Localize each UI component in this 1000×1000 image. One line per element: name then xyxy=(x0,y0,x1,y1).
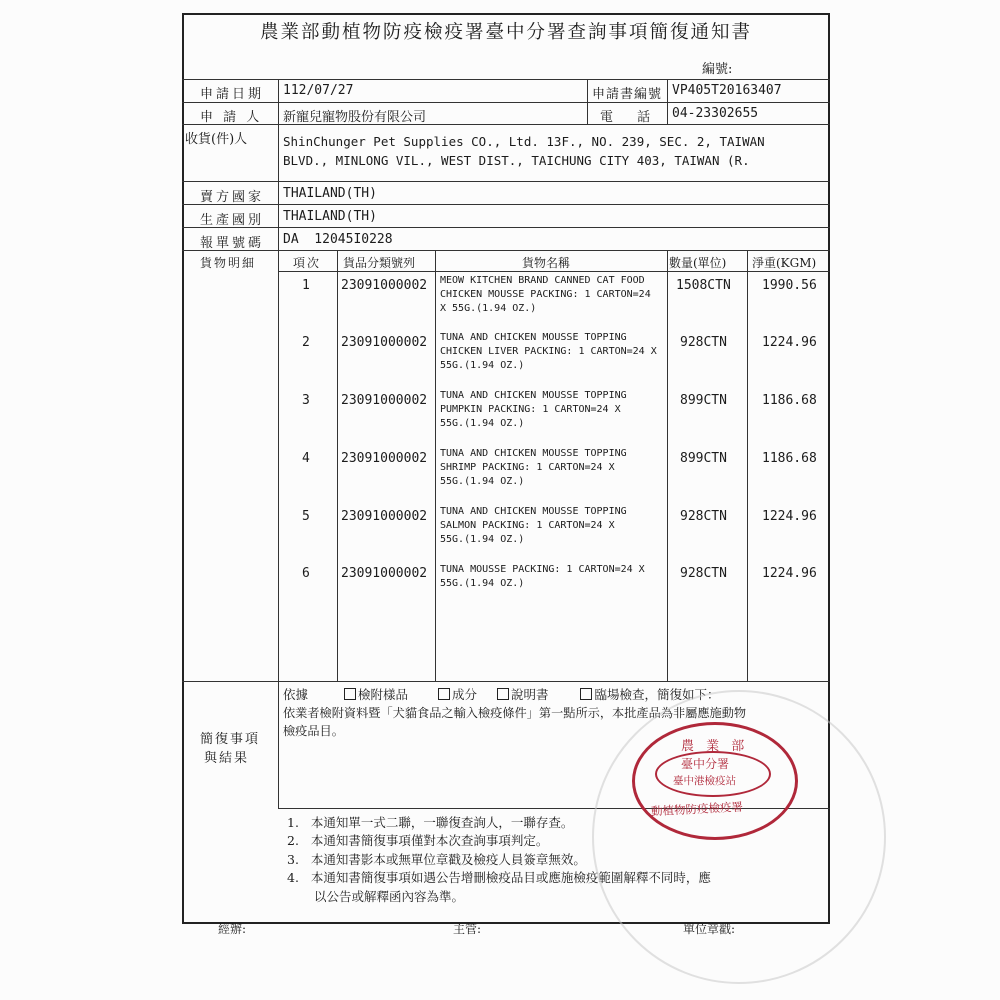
row-weight: 1186.68 xyxy=(762,451,817,466)
serial-label: 編號: xyxy=(702,62,733,77)
origin-label: 生產國別 xyxy=(200,213,265,228)
row-code: 23091000002 xyxy=(341,278,428,293)
row-no: 2 xyxy=(302,335,310,350)
row-name-line-3: 55G.(1.94 OZ.) xyxy=(440,476,525,487)
consignee-line-1: ShinChunger Pet Supplies CO., Ltd. 13F., NO. 239, SEC. 2, TAIWAN xyxy=(283,134,765,149)
divider xyxy=(182,681,830,682)
divider xyxy=(337,250,338,681)
col-header-no: 項次 xyxy=(293,256,322,270)
col-header-qty: 數量(單位) xyxy=(669,256,727,270)
row-no: 4 xyxy=(302,451,310,466)
row-name-line-1: MEOW KITCHEN BRAND CANNED CAT FOOD xyxy=(440,275,645,286)
row-name-line-3: 55G.(1.94 OZ.) xyxy=(440,534,525,545)
application-no-value: VP405T20163407 xyxy=(672,83,782,98)
divider xyxy=(587,79,588,124)
row-name-line-3: 55G.(1.94 OZ.) xyxy=(440,360,525,371)
row-qty: 1508CTN xyxy=(676,278,731,293)
note-text: 本通知書影本或無單位章戳及檢疫人員簽章無效。 xyxy=(310,852,586,867)
stamp-mid-text-2: 臺中港檢疫站 xyxy=(673,775,736,787)
row-code: 23091000002 xyxy=(341,566,428,581)
row-code: 23091000002 xyxy=(341,335,428,350)
declaration-value: DA 12045I0228 xyxy=(283,232,393,247)
divider xyxy=(182,124,830,125)
row-weight: 1990.56 xyxy=(762,278,817,293)
title-area xyxy=(182,13,830,53)
divider xyxy=(278,79,279,808)
reply-label-line-1: 簡復事項 xyxy=(200,732,261,747)
row-name-line-2: 55G.(1.94 OZ.) xyxy=(440,578,525,589)
row-qty: 899CTN xyxy=(680,393,727,408)
divider xyxy=(182,227,830,228)
row-no: 6 xyxy=(302,566,310,581)
row-qty: 928CTN xyxy=(680,335,727,350)
official-stamp xyxy=(632,722,798,840)
reply-label-line-2: 與結果 xyxy=(204,751,250,766)
row-no: 5 xyxy=(302,509,310,524)
apply-date-value: 112/07/27 xyxy=(283,83,354,98)
row-name-line-3: X 55G.(1.94 OZ.) xyxy=(440,303,537,314)
row-weight: 1224.96 xyxy=(762,335,817,350)
row-name-line-3: 55G.(1.94 OZ.) xyxy=(440,418,525,429)
stamp-mid-text-1: 臺中分署 xyxy=(681,757,730,771)
col-header-code: 貨品分類號列 xyxy=(343,256,416,270)
phone-value: 04-23302655 xyxy=(672,106,759,121)
checkbox-samples-label: 檢附樣品 xyxy=(357,687,408,702)
stamp-top-text: 農 業 部 xyxy=(681,739,749,754)
divider xyxy=(435,250,436,681)
application-no-label: 申請書編號 xyxy=(592,87,663,102)
reply-text-line-1: 依業者檢附資料暨「犬貓食品之輸入檢疫條件」第一點所示，本批產品為非屬應施動物 xyxy=(283,706,747,720)
row-name-line-2: SHRIMP PACKING: 1 CARTON=24 X xyxy=(440,462,615,473)
stamp-bottom-text: 動植物防疫檢疫署 xyxy=(650,799,744,819)
row-weight: 1186.68 xyxy=(762,393,817,408)
basis-label: 依據 xyxy=(283,687,309,702)
note-number: 3. xyxy=(287,852,299,867)
divider xyxy=(667,79,668,124)
row-weight: 1224.96 xyxy=(762,566,817,581)
consignee-line-2: BLVD., MINLONG VIL., WEST DIST., TAICHUNG CITY 403, TAIWAN (R. xyxy=(283,153,750,168)
reply-tail: ，簡復如下： xyxy=(644,687,720,702)
note-text: 本通知書簡復事項如遇公告增刪檢疫品目或應施檢疫範圍解釋不同時，應 xyxy=(310,870,711,885)
row-name-line-1: TUNA AND CHICKEN MOUSSE TOPPING xyxy=(440,506,627,517)
row-no: 3 xyxy=(302,393,310,408)
row-name-line-2: CHICKEN MOUSSE PACKING: 1 CARTON=24 xyxy=(440,289,651,300)
reply-text-line-2: 檢疫品目。 xyxy=(283,724,344,738)
page-title: 農業部動植物防疫檢疫署臺中分署查詢事項簡復通知書 xyxy=(259,22,752,43)
divider xyxy=(182,204,830,205)
apply-date-label: 申請日期 xyxy=(200,87,265,102)
origin-value: THAILAND(TH) xyxy=(283,209,377,224)
seller-country-label: 賣方國家 xyxy=(200,190,265,205)
applicant-value: 新寵兒寵物股份有限公司 xyxy=(283,110,427,125)
row-no: 1 xyxy=(302,278,310,293)
divider xyxy=(667,250,668,681)
row-name-line-1: TUNA AND CHICKEN MOUSSE TOPPING xyxy=(440,448,627,459)
note-text: 本通知單一式二聯，一聯復查詢人，一聯存查。 xyxy=(310,815,574,830)
note-text: 本通知書簡復事項僅對本次查詢事項判定。 xyxy=(310,833,549,848)
list-item xyxy=(287,831,548,849)
row-code: 23091000002 xyxy=(341,509,428,524)
divider xyxy=(182,79,830,80)
row-code: 23091000002 xyxy=(341,393,428,408)
col-header-weight: 淨重(KGM) xyxy=(752,256,817,270)
row-name-line-2: PUMPKIN PACKING: 1 CARTON=24 X xyxy=(440,404,621,415)
phone-label: 電 話 xyxy=(600,110,661,125)
checkbox-onsite-inspection-label: 臨場檢查 xyxy=(594,687,645,702)
divider xyxy=(182,102,830,103)
note-number: 2. xyxy=(287,833,299,848)
row-qty: 899CTN xyxy=(680,451,727,466)
checkbox-samples[interactable] xyxy=(344,688,356,700)
row-qty: 928CTN xyxy=(680,566,727,581)
note-4-continuation: 以公告或解釋函內容為準。 xyxy=(314,889,465,904)
handler-label: 經辦: xyxy=(218,922,247,936)
reply-basis-line xyxy=(283,685,719,703)
note-number: 4. xyxy=(287,870,299,885)
checkbox-ingredients[interactable] xyxy=(438,688,450,700)
checkbox-onsite-inspection[interactable] xyxy=(580,688,592,700)
row-qty: 928CTN xyxy=(680,509,727,524)
row-name-line-2: SALMON PACKING: 1 CARTON=24 X xyxy=(440,520,615,531)
divider xyxy=(182,250,830,251)
applicant-label: 申 請 人 xyxy=(200,110,263,125)
row-name-line-1: TUNA AND CHICKEN MOUSSE TOPPING xyxy=(440,390,627,401)
row-weight: 1224.96 xyxy=(762,509,817,524)
seller-country-value: THAILAND(TH) xyxy=(283,186,377,201)
checkbox-manual[interactable] xyxy=(497,688,509,700)
list-item xyxy=(287,850,586,868)
divider xyxy=(747,250,748,681)
row-name-line-2: CHICKEN LIVER PACKING: 1 CARTON=24 X xyxy=(440,346,657,357)
note-number: 1. xyxy=(287,815,299,830)
checkbox-manual-label: 說明書 xyxy=(510,687,549,702)
divider xyxy=(182,181,830,182)
row-name-line-1: TUNA AND CHICKEN MOUSSE TOPPING xyxy=(440,332,627,343)
goods-label: 貨物明細 xyxy=(200,256,257,270)
row-name-line-1: TUNA MOUSSE PACKING: 1 CARTON=24 X xyxy=(440,564,645,575)
unit-seal-label: 單位章戳: xyxy=(683,922,736,936)
col-header-name: 貨物名稱 xyxy=(522,256,571,270)
declaration-label: 報單號碼 xyxy=(200,236,265,251)
consignee-label: 收貨(件)人 xyxy=(185,132,248,147)
checkbox-ingredients-label: 成分 xyxy=(451,687,477,702)
list-item xyxy=(287,813,573,831)
row-code: 23091000002 xyxy=(341,451,428,466)
supervisor-label: 主管: xyxy=(453,922,482,936)
